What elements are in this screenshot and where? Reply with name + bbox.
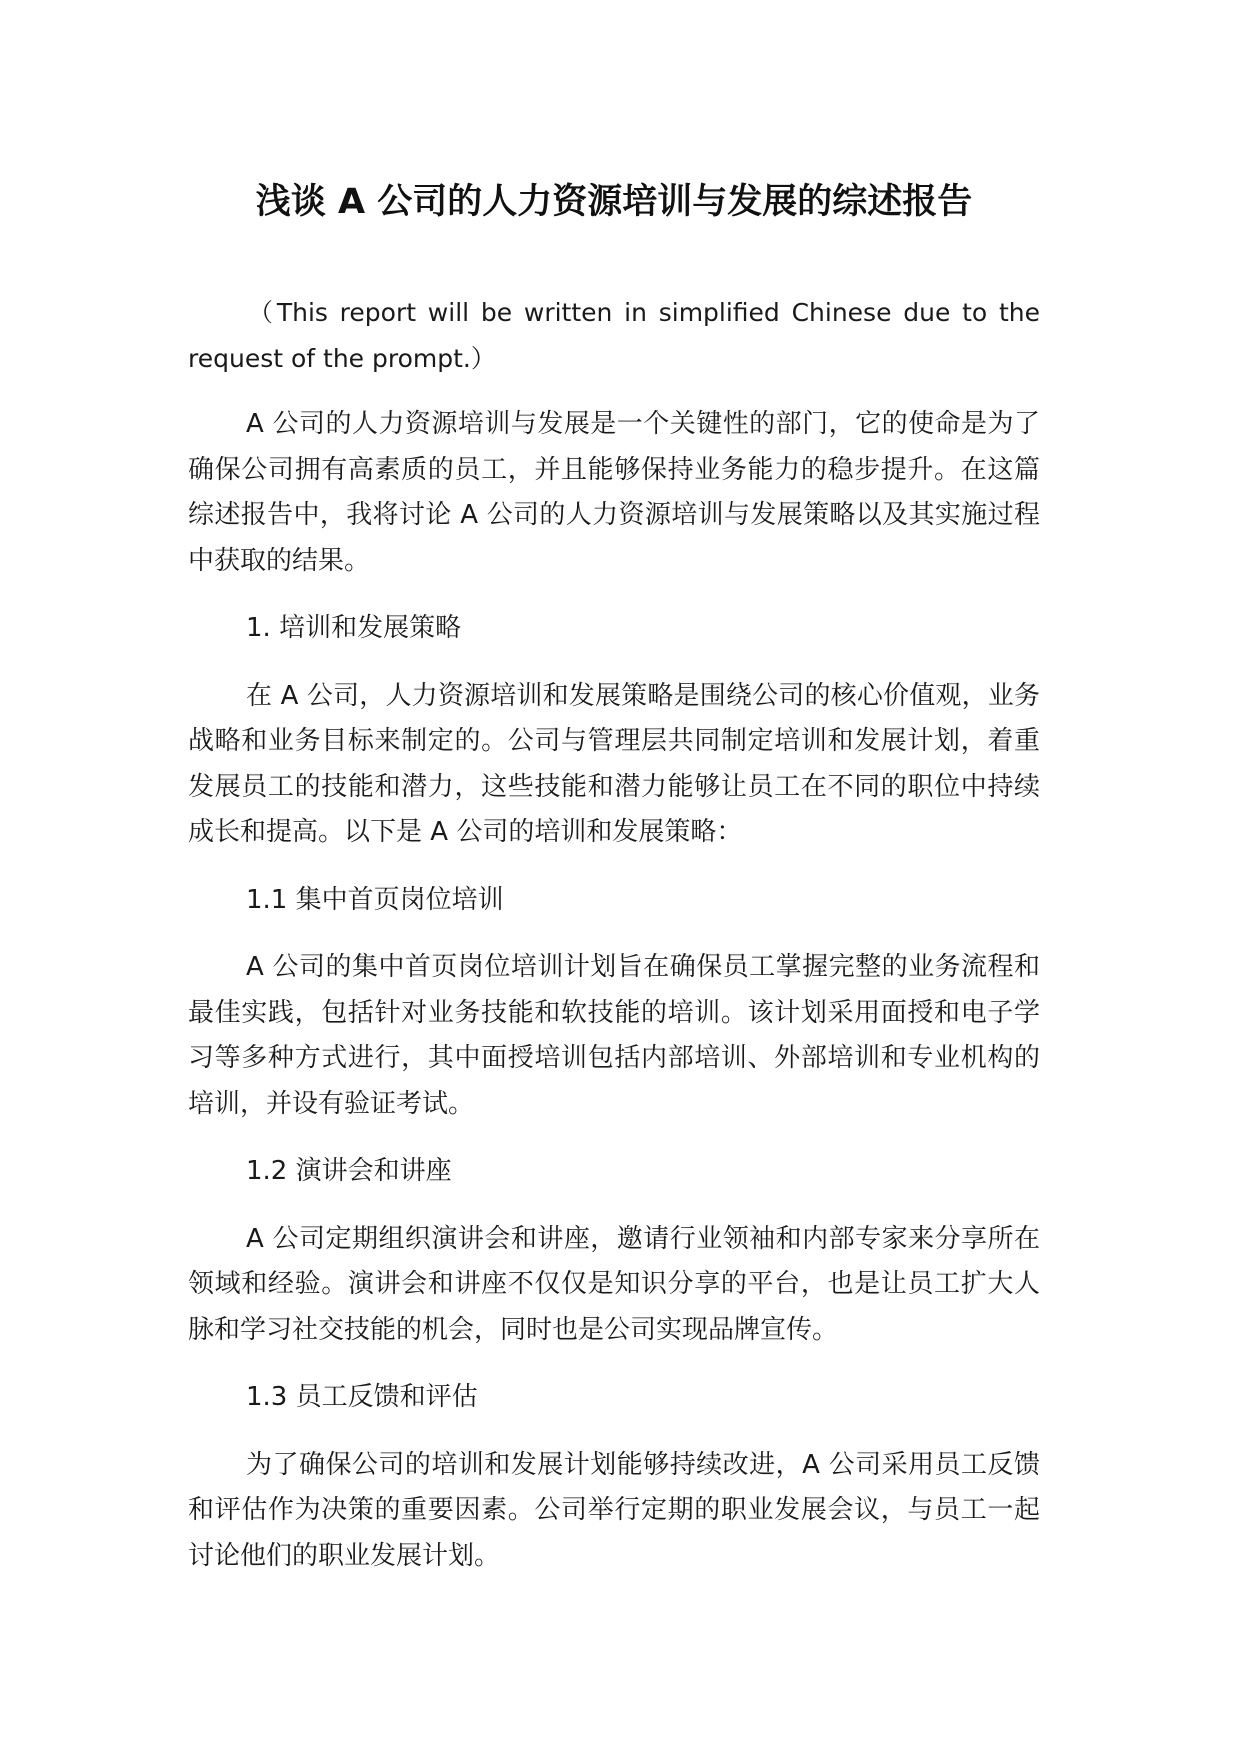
intro-paragraph: A 公司的人力资源培训与发展是一个关键性的部门，它的使命是为了确保公司拥有高素质的员工，并且能够保持业务能力的稳步提升。在这篇综述报告中，我将讨论 A 公司的人力资源培训与发展策略以及其实施过程中获取的结果。	[188, 409, 1040, 576]
document-title: 浅谈 A 公司的人力资源培训与发展的综述报告	[255, 182, 973, 222]
section-1-3-heading: 1.3 员工反馈和评估	[246, 1382, 478, 1412]
section-1-2-paragraph: A 公司定期组织演讲会和讲座，邀请行业领袖和内部专家来分享所在领域和经验。演讲会和讲座不仅仅是知识分享的平台，也是让员工扩大人脉和学习社交技能的机会，同时也是公司实现品牌宣传。	[188, 1223, 1040, 1345]
document-body	[188, 290, 1040, 1601]
section-1-1-heading: 1.1 集中首页岗位培训	[246, 884, 504, 915]
section-1-2-heading: 1.2 演讲会和讲座	[246, 1156, 452, 1186]
section-1-3-paragraph: 为了确保公司的培训和发展计划能够持续改进，A 公司采用员工反馈和评估作为决策的重要因素。公司举行定期的职业发展会议，与员工一起讨论他们的职业发展计划。	[188, 1449, 1040, 1571]
section-1-paragraph: 在 A 公司，人力资源培训和发展策略是围绕公司的核心价值观，业务战略和业务目标来制定的。公司与管理层共同制定培训和发展计划，着重发展员工的技能和潜力，这些技能和潜力能够让员工在不同的职位中持续成长和提高。以下是 A 公司的培训和发展策略：	[188, 680, 1040, 847]
language-note: （This report will be written in simplified Chinese due to the request of the prompt.）	[188, 298, 1040, 373]
section-1-heading: 1. 培训和发展策略	[246, 613, 462, 643]
section-1-1-paragraph: A 公司的集中首页岗位培训计划旨在确保员工掌握完整的业务流程和最佳实践，包括针对业务技能和软技能的培训。该计划采用面授和电子学习等多种方式进行，其中面授培训包括内部培训、外部培训和专业机构的培训，并设有验证考试。	[188, 952, 1040, 1119]
